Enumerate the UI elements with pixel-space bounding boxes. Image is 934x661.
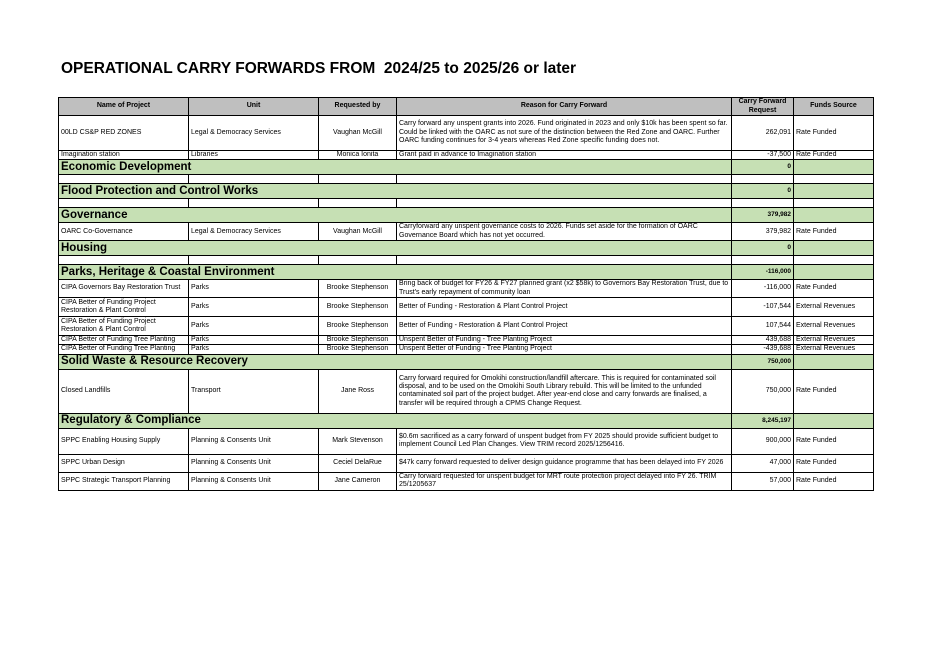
cell-source: Rate Funded [794, 280, 874, 298]
section-name: Governance [59, 208, 732, 223]
table-row [59, 298, 874, 317]
cell-amount: 262,091 [732, 116, 794, 151]
section-total: 379,982 [732, 208, 794, 223]
cell-unit: Planning & Consents Unit [189, 472, 319, 490]
cell-requested-by: Brooke Stephenson [319, 280, 397, 298]
cell-reason: Carry forward any unspent grants into 2026. Fund originated in 2023 and only $10k has been spent so far. Could be linked with the OARC as not sure of the distinction between the Red Zone and OARC. Further OARC funding continues for 3-4 years whereas Red Zone specific funding does not. [397, 116, 732, 151]
cell-reason: Better of Funding - Restoration & Plant Control Project [397, 317, 732, 336]
section-row [59, 354, 874, 369]
cell-project: CIPA Governors Bay Restoration Trust [59, 280, 189, 298]
cell-amount: -116,000 [732, 280, 794, 298]
cell-amount: -439,688 [732, 345, 794, 354]
cell-unit: Libraries [189, 151, 319, 160]
cell-amount: -37,500 [732, 151, 794, 160]
section-total: -116,000 [732, 265, 794, 280]
cell-source: Rate Funded [794, 116, 874, 151]
table-row [59, 369, 874, 413]
cell-reason: $47k carry forward requested to deliver design guidance programme that has been delayed into FY 2026 [397, 454, 732, 472]
cell-project: SPPC Enabling Housing Supply [59, 428, 189, 454]
col-header-requested-by: Requested by [319, 98, 397, 116]
section-total: 0 [732, 241, 794, 256]
section-name: Housing [59, 241, 732, 256]
cell-requested-by: Brooke Stephenson [319, 317, 397, 336]
table-row [59, 345, 874, 354]
cell-unit: Parks [189, 317, 319, 336]
cell-amount: 900,000 [732, 428, 794, 454]
section-name: Economic Development [59, 160, 732, 175]
cell-amount: 107,544 [732, 317, 794, 336]
cell-amount: -107,544 [732, 298, 794, 317]
cell-unit: Parks [189, 298, 319, 317]
cell-project: 00LD CS&P RED ZONES [59, 116, 189, 151]
cell-source: Rate Funded [794, 151, 874, 160]
cell-reason: $0.6m sacrificed as a carry forward of unspent budget from FY 2025 should provide sufficient budget to implement Council Led Plan Changes. View TRIM record 2025/1256416. [397, 428, 732, 454]
header-row [59, 98, 874, 116]
cell-requested-by: Mark Stevenson [319, 428, 397, 454]
table-row [59, 472, 874, 490]
col-header-unit: Unit [189, 98, 319, 116]
section-row [59, 208, 874, 223]
cell-source: External Revenues [794, 336, 874, 345]
cell-reason: Bring back of budget for FY26 & FY27 planned grant (x2 $58k) to Governors Bay Restoration Trust, due to Trust's early repayment of community loan [397, 280, 732, 298]
cell-source: External Revenues [794, 298, 874, 317]
cell-source: Rate Funded [794, 428, 874, 454]
table-row [59, 317, 874, 336]
blank-row [59, 175, 874, 184]
cell-reason: Unspent Better of Funding - Tree Planting Project [397, 336, 732, 345]
cell-requested-by: Ceciel DelaRue [319, 454, 397, 472]
cell-unit: Legal & Democracy Services [189, 116, 319, 151]
table-row [59, 116, 874, 151]
table-row [59, 428, 874, 454]
cell-unit: Planning & Consents Unit [189, 428, 319, 454]
cell-project: SPPC Urban Design [59, 454, 189, 472]
cell-source: Rate Funded [794, 369, 874, 413]
col-header-request: Carry Forward Request [732, 98, 794, 116]
section-total: 8,245,197 [732, 413, 794, 428]
cell-project: CIPA Better of Funding Tree Planting [59, 336, 189, 345]
cell-source: Rate Funded [794, 472, 874, 490]
cell-project: CIPA Better of Funding Project Restoration & Plant Control [59, 298, 189, 317]
cell-unit: Parks [189, 280, 319, 298]
section-total: 750,000 [732, 354, 794, 369]
page-title: OPERATIONAL CARRY FORWARDS FROM 2024/25 to 2025/26 or later [61, 60, 577, 77]
section-name: Solid Waste & Resource Recovery [59, 354, 732, 369]
cell-reason: Grant paid in advance to Imagination station [397, 151, 732, 160]
cell-unit: Planning & Consents Unit [189, 454, 319, 472]
table-row [59, 280, 874, 298]
cell-reason: Carry forward requested for unspent budget for MRT route protection project delayed into FY 26. TRIM 25/1205637 [397, 472, 732, 490]
section-name: Regulatory & Compliance [59, 413, 732, 428]
cell-source: External Revenues [794, 317, 874, 336]
cell-requested-by: Brooke Stephenson [319, 336, 397, 345]
section-name: Parks, Heritage & Coastal Environment [59, 265, 732, 280]
section-row [59, 160, 874, 175]
table-row [59, 336, 874, 345]
cell-unit: Transport [189, 369, 319, 413]
cell-reason: Carryforward any unspent governance costs to 2026. Funds set aside for the formation of OARC Governance Board which has not yet occurred. [397, 223, 732, 241]
cell-reason: Unspent Better of Funding - Tree Planting Project [397, 345, 732, 354]
cell-requested-by: Brooke Stephenson [319, 298, 397, 317]
col-header-project: Name of Project [59, 98, 189, 116]
cell-project: Imagination station [59, 151, 189, 160]
cell-requested-by: Brooke Stephenson [319, 345, 397, 354]
cell-source: External Revenues [794, 345, 874, 354]
cell-amount: 379,982 [732, 223, 794, 241]
cell-unit: Parks [189, 336, 319, 345]
cell-unit: Legal & Democracy Services [189, 223, 319, 241]
cell-requested-by: Vaughan McGill [319, 116, 397, 151]
section-row [59, 413, 874, 428]
cell-source: Rate Funded [794, 454, 874, 472]
cell-project: CIPA Better of Funding Project Restoration & Plant Control [59, 317, 189, 336]
cell-requested-by: Vaughan McGill [319, 223, 397, 241]
section-total: 0 [732, 160, 794, 175]
col-header-funds-source: Funds Source [794, 98, 874, 116]
cell-reason: Carry forward required for Omokihi construction/landfill aftercare. This is required for contaminated soil disposal, and to be used on the Omokihi South Library rebuild. This will be limited to the unfunded contaminated soil part of the project budget. After year-end close and carry forwards are finalised, a transfer will be required through a CPMS Change Request. [397, 369, 732, 413]
cell-project: SPPC Strategic Transport Planning [59, 472, 189, 490]
section-total: 0 [732, 184, 794, 199]
blank-row [59, 199, 874, 208]
cell-unit: Parks [189, 345, 319, 354]
section-name: Flood Protection and Control Works [59, 184, 732, 199]
blank-row [59, 256, 874, 265]
cell-requested-by: Monica Ionita [319, 151, 397, 160]
cell-amount: 439,688 [732, 336, 794, 345]
col-header-reason: Reason for Carry Forward [397, 98, 732, 116]
section-row [59, 184, 874, 199]
carry-forwards-table [58, 97, 874, 491]
cell-project: Closed Landfills [59, 369, 189, 413]
cell-source: Rate Funded [794, 223, 874, 241]
section-row [59, 241, 874, 256]
cell-project: CIPA Better of Funding Tree Planting [59, 345, 189, 354]
cell-requested-by: Jane Cameron [319, 472, 397, 490]
section-row [59, 265, 874, 280]
cell-requested-by: Jane Ross [319, 369, 397, 413]
cell-amount: 750,000 [732, 369, 794, 413]
cell-reason: Better of Funding - Restoration & Plant Control Project [397, 298, 732, 317]
table-row [59, 151, 874, 160]
cell-amount: 47,000 [732, 454, 794, 472]
cell-project: OARC Co-Governance [59, 223, 189, 241]
cell-amount: 57,000 [732, 472, 794, 490]
table-row [59, 223, 874, 241]
table-row [59, 454, 874, 472]
